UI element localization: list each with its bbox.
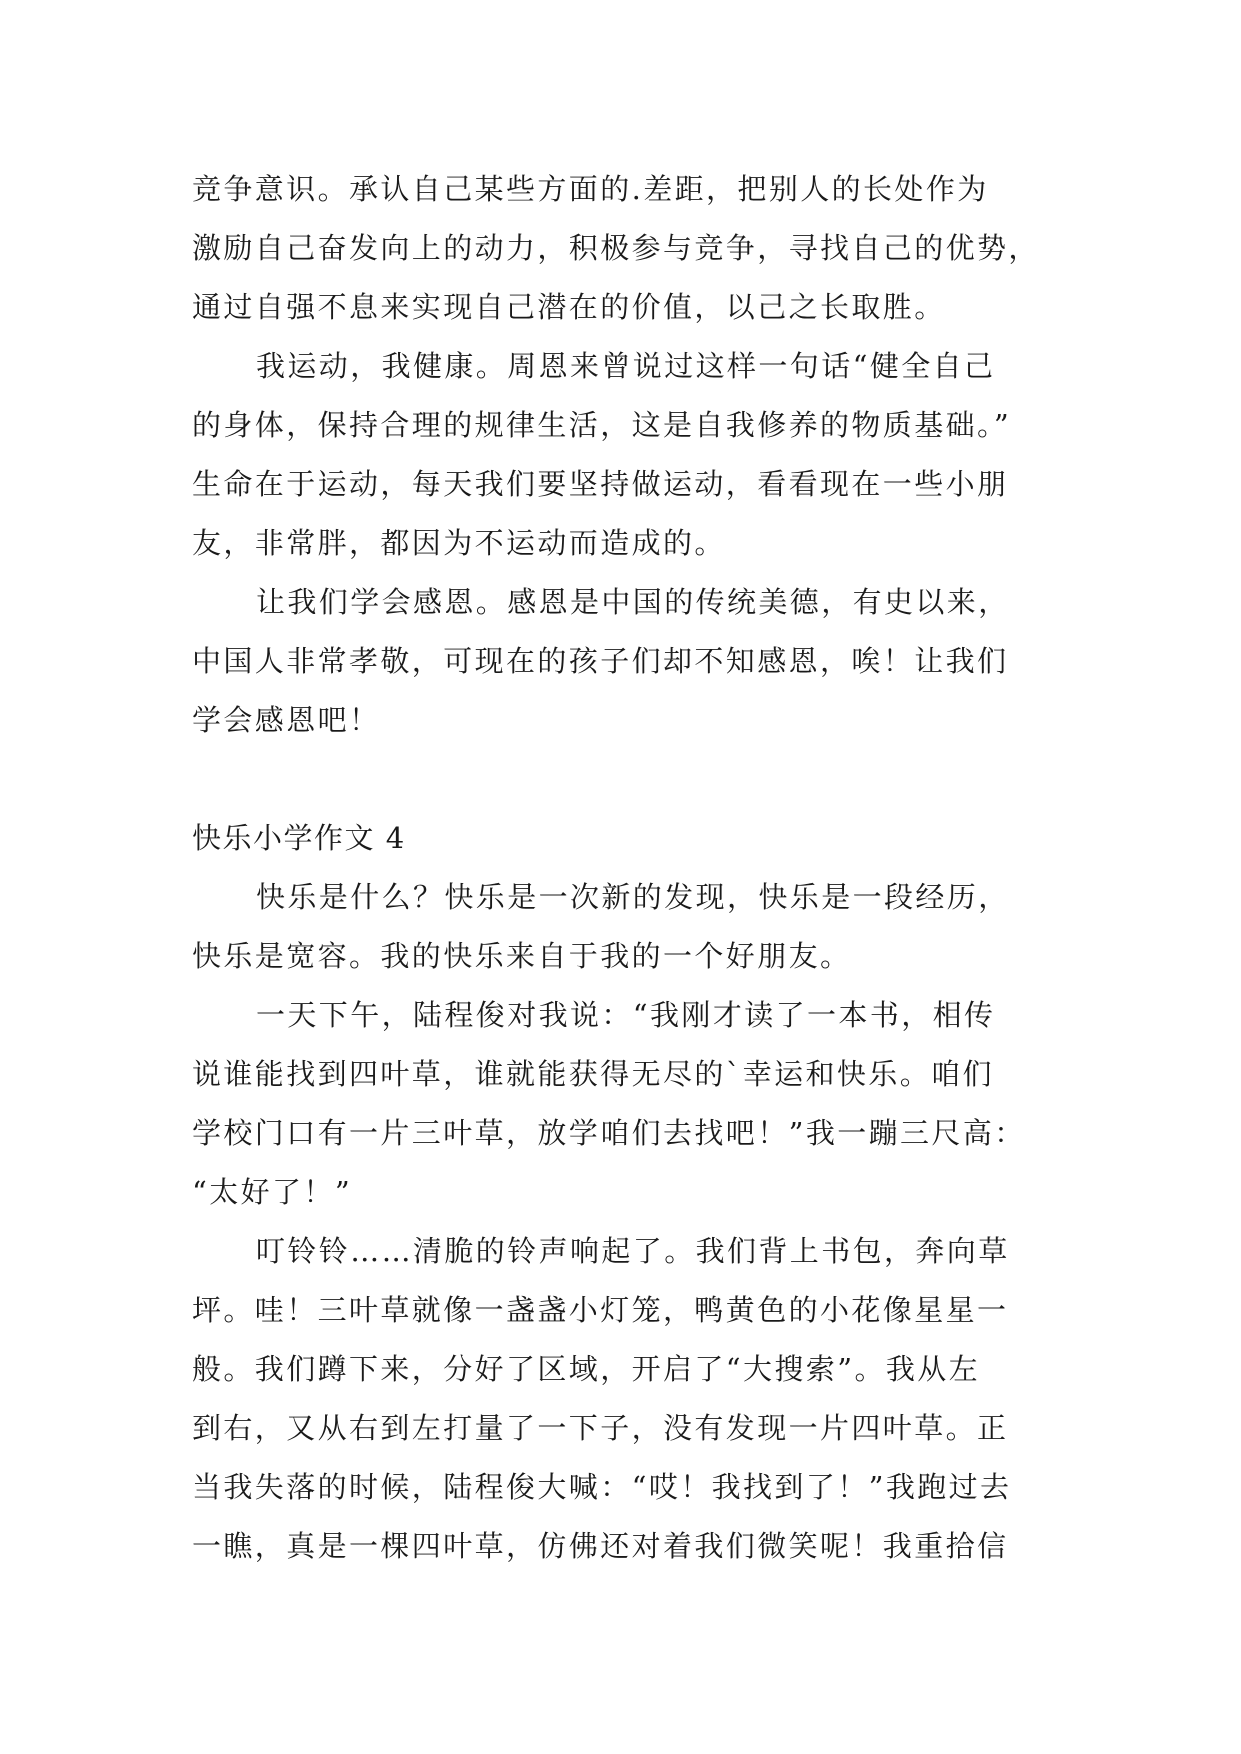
text-line: 的身体，保持合理的规律生活，这是自我修养的物质基础。” (192, 408, 1012, 442)
text-line: 通过自强不息来实现自己潜在的价值，以己之长取胜。 (192, 290, 946, 324)
blank-line (192, 750, 1092, 809)
essay-title: 快乐小学作文 4 (192, 821, 406, 855)
text-line: 一瞧，真是一棵四叶草，仿佛还对着我们微笑呢！我重拾信 (192, 1529, 1009, 1563)
text-line: 友，非常胖，都因为不运动而造成的。 (192, 526, 726, 560)
text-line: 生命在于运动，每天我们要坚持做运动，看看现在一些小朋 (192, 467, 1009, 501)
paragraph-health (192, 337, 1092, 573)
text-line: 学会感恩吧！ (192, 703, 381, 737)
document-body (192, 160, 1092, 1576)
text-line: 一天下午，陆程俊对我说：“我刚才读了一本书，相传 (256, 998, 996, 1032)
text-line: 激励自己奋发向上的动力，积极参与竞争，寻找自己的优势， (192, 231, 1040, 265)
paragraph-what-is-happiness (192, 868, 1092, 986)
paragraph-gratitude (192, 573, 1092, 750)
paragraph-competition (192, 160, 1092, 337)
paragraph-four-leaf-clover (192, 986, 1092, 1222)
text-line: 叮铃铃……清脆的铃声响起了。我们背上书包，奔向草 (256, 1234, 1010, 1268)
text-line: 学校门口有一片三叶草，放学咱们去找吧！”我一蹦三尺高： (192, 1116, 1026, 1150)
text-line: 到右，又从右到左打量了一下子，没有发现一片四叶草。正 (192, 1411, 1009, 1445)
text-line: 坪。哇！三叶草就像一盏盏小灯笼，鸭黄色的小花像星星一 (192, 1293, 1009, 1327)
text-line: 中国人非常孝敬，可现在的孩子们却不知感恩，唉！让我们 (192, 644, 1009, 678)
text-line: 般。我们蹲下来，分好了区域，开启了“大搜索”。我从左 (192, 1352, 981, 1386)
text-line: 让我们学会感恩。感恩是中国的传统美德，有史以来， (256, 585, 1010, 619)
text-line: “太好了！” (192, 1175, 353, 1209)
text-line: 我运动，我健康。周恩来曾说过这样一句话“健全自己 (256, 349, 996, 383)
paragraph-search (192, 1222, 1092, 1576)
text-line: 快乐是什么？快乐是一次新的发现，快乐是一段经历， (256, 880, 1010, 914)
text-line: 快乐是宽容。我的快乐来自于我的一个好朋友。 (192, 939, 852, 973)
text-line: 竞争意识。承认自己某些方面的.差距，把别人的长处作为 (192, 172, 989, 206)
text-line: 当我失落的时候，陆程俊大喊：“哎！我找到了！”我跑过去 (192, 1470, 1012, 1504)
text-line: 说谁能找到四叶草，谁就能获得无尽的`幸运和快乐。咱们 (192, 1057, 994, 1091)
